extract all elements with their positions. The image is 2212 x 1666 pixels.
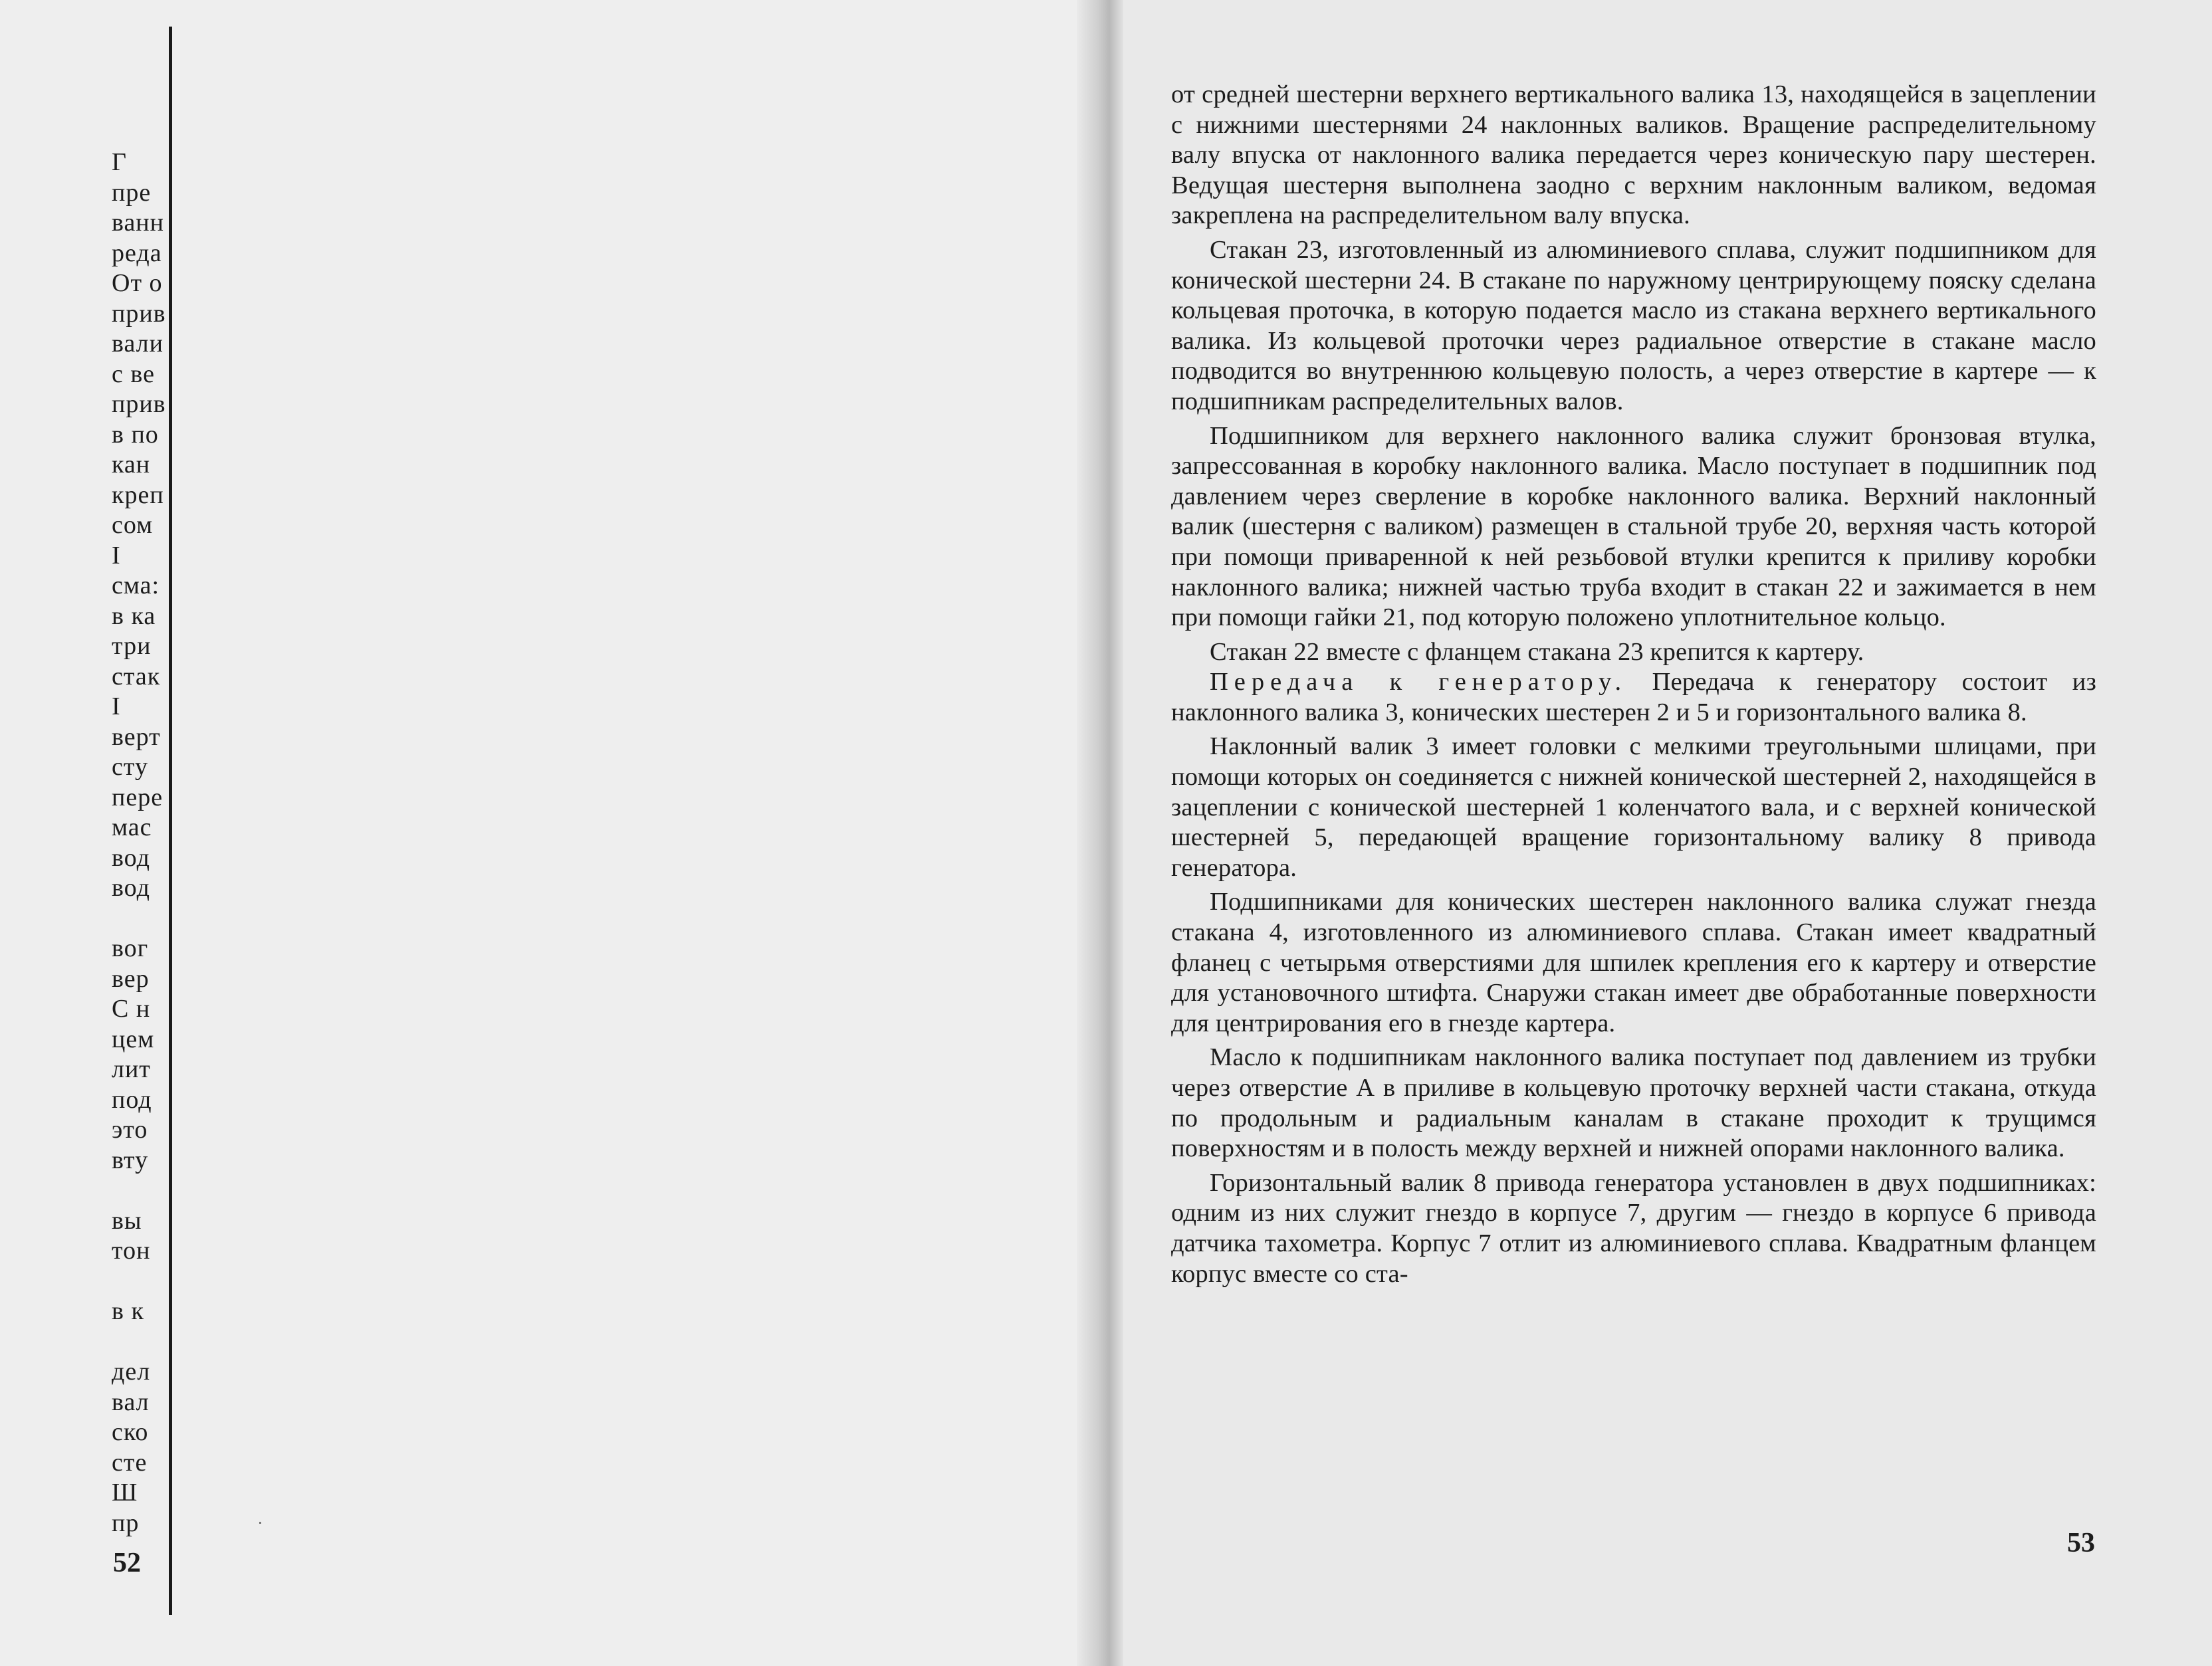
paragraph-2: Стакан 23, изготовленный из алюминиевого сплава, служит подшипником для конической шестерни 24. В стакане по наружному центрирующему пояску сделана кольцевая проточка, в которую подается масло из стакана верхнего вертикального валика. Из кольцевой проточки через радиальное отверстие в стакане масло подводится во внутреннюю кольцевую полость, а через отверстие в картере — к подшипникам распределительных валов. [1171,235,2096,415]
left-fragment-line: вог [112,934,149,962]
left-fragment-line: От о [112,269,163,297]
paragraph-6: Наклонный валик 3 имеет головки с мелкими треугольными шлицами, при помощи которых он соединяется с нижней конической шестерней 2, находящейся в зацеплении с конической шестерней 1 коленчатого вала, и с верхней конической шестерней 5, передающей вращение горизонтальному валику 8 привода генератора. [1171,732,2096,882]
left-fragment-line: ско [112,1418,149,1446]
left-fragment-line: в по [112,420,159,449]
left-fragment-line: сту [112,753,148,781]
paragraph-9: Горизонтальный валик 8 привода генератора установлен в двух подшипниках: одним из них служит гнездо в корпусе 7, другим — гнездо в корпусе 6 привода датчика тахометра. Корпус 7 отлит из алюминиевого сплава. Квадратным фланцем корпус вместе со ста- [1171,1168,2096,1288]
left-fragment-line: I [112,692,121,720]
left-fragment-line: сом [112,511,154,539]
left-fragment-line: вал [112,1388,150,1416]
left-fragment-line: сма: [112,572,160,599]
left-fragment-line: кан [112,451,151,478]
left-fragment-line: прив [112,390,166,418]
left-fragment-line: вод [112,843,150,872]
speck [259,1522,261,1524]
left-page-text-fragments [112,148,171,1538]
left-fragment-line: дел [112,1358,151,1386]
left-fragment-line: лит [112,1055,151,1083]
paragraph-7: Подшипниками для конических шестерен наклонного валика служат гнезда стакана 4, изготовленного из алюминиевого сплава. Стакан имеет квадратный фланец с четырьмя отверстиями для шпилек крепления его к картеру и отверстие для установочного штифта. Снаружи стакан имеет две обработанные поверхности для центрирования его в гнезде картера. [1171,888,2096,1037]
left-fragment-line: это [112,1116,148,1144]
left-fragment-line: вод [112,874,150,902]
paragraph-4: Стакан 22 вместе с фланцем стакана 23 крепится к картеру. [1210,637,1864,666]
left-fragment-line: С н [112,995,151,1023]
paragraph-5-text: Передача к генератору состоит из наклонного валика 3, конических шестерен 2 и 5 и горизонтального валика 8. [1171,668,2096,726]
paragraph-1: от средней шестерни верхнего вертикального валика 13, находящейся в зацеплении с нижними шестернями 24 наклонных валиков. Вращение распределительному валу впуска от наклонного валика передается через коническую пару шестерен. Ведущая шестерня выполнена заодно с верхним наклонным валиком, ведомая закреплена на распределительном валу впуска. [1171,80,2096,230]
left-page-number: 52 [113,1548,141,1578]
left-fragment-line: сте [112,1448,148,1477]
left-fragment-line: пре [112,178,152,207]
left-fragment-line: с ве [112,360,155,388]
left-fragment-line: креп [112,480,164,509]
paragraph-5 [1171,667,2096,728]
left-fragment-line: I [112,541,121,570]
left-page-margin-rule [169,27,172,1615]
right-page-number: 53 [2067,1528,2095,1558]
left-fragment-line: вали [112,330,164,358]
left-fragment-line: под [112,1085,152,1114]
right-page-body [1171,80,2096,1293]
left-fragment-line: пр [112,1509,140,1537]
left-fragment-line [112,1327,171,1358]
paragraph-3: Подшипником для верхнего наклонного валика служит бронзовая втулка, запрессованная в коробку наклонного валика. Масло поступает в подшипник под давлением через сверление в коробке наклонного валика. Верхний наклонный валик (шестерня с валиком) размещен в стальной трубе 20, верхняя часть которой при помощи приваренной к ней резьбовой втулки крепится к приливу коробки наклонного валика; нижней частью труба входит в стакан 22 и зажимается в нем при помощи гайки 21, под которую положено уплотнительное кольцо. [1171,421,2096,632]
left-fragment-line: в ка [112,601,156,630]
left-fragment-line: пере [112,783,164,811]
left-fragment-line: вту [112,1146,149,1174]
left-fragment-line: верт [112,722,161,751]
left-fragment-line [112,1267,171,1297]
left-fragment-line: прив [112,299,166,328]
left-page [0,0,1097,1666]
left-fragment-line: тон [112,1237,151,1265]
left-fragment-line: Ш [112,1479,138,1507]
left-fragment-line: три [112,632,152,660]
book-gutter [1077,0,1123,1666]
left-fragment-line [112,904,171,934]
left-fragment-line: Г [112,148,127,176]
left-fragment-line: в к [112,1297,144,1325]
section-heading-generator-drive: Передача к генератору. [1210,668,1628,696]
left-fragment-line: стак [112,662,161,690]
left-fragment-line: цем [112,1025,155,1053]
left-fragment-line [112,1176,171,1206]
paragraph-8: Масло к подшипникам наклонного валика поступает под давлением из трубки через отверстие А в приливе в кольцевую проточку верхней части стакана, откуда по продольным и радиальным каналам в стакане проходит к трущимся поверхностям и в полость между верхней и нижней опорами наклонного валика. [1171,1043,2096,1163]
left-fragment-line: мас [112,813,152,841]
left-fragment-line: вер [112,964,150,993]
left-fragment-line: реда [112,239,162,267]
left-fragment-line: вы [112,1206,142,1235]
left-fragment-line: ванн [112,209,164,237]
